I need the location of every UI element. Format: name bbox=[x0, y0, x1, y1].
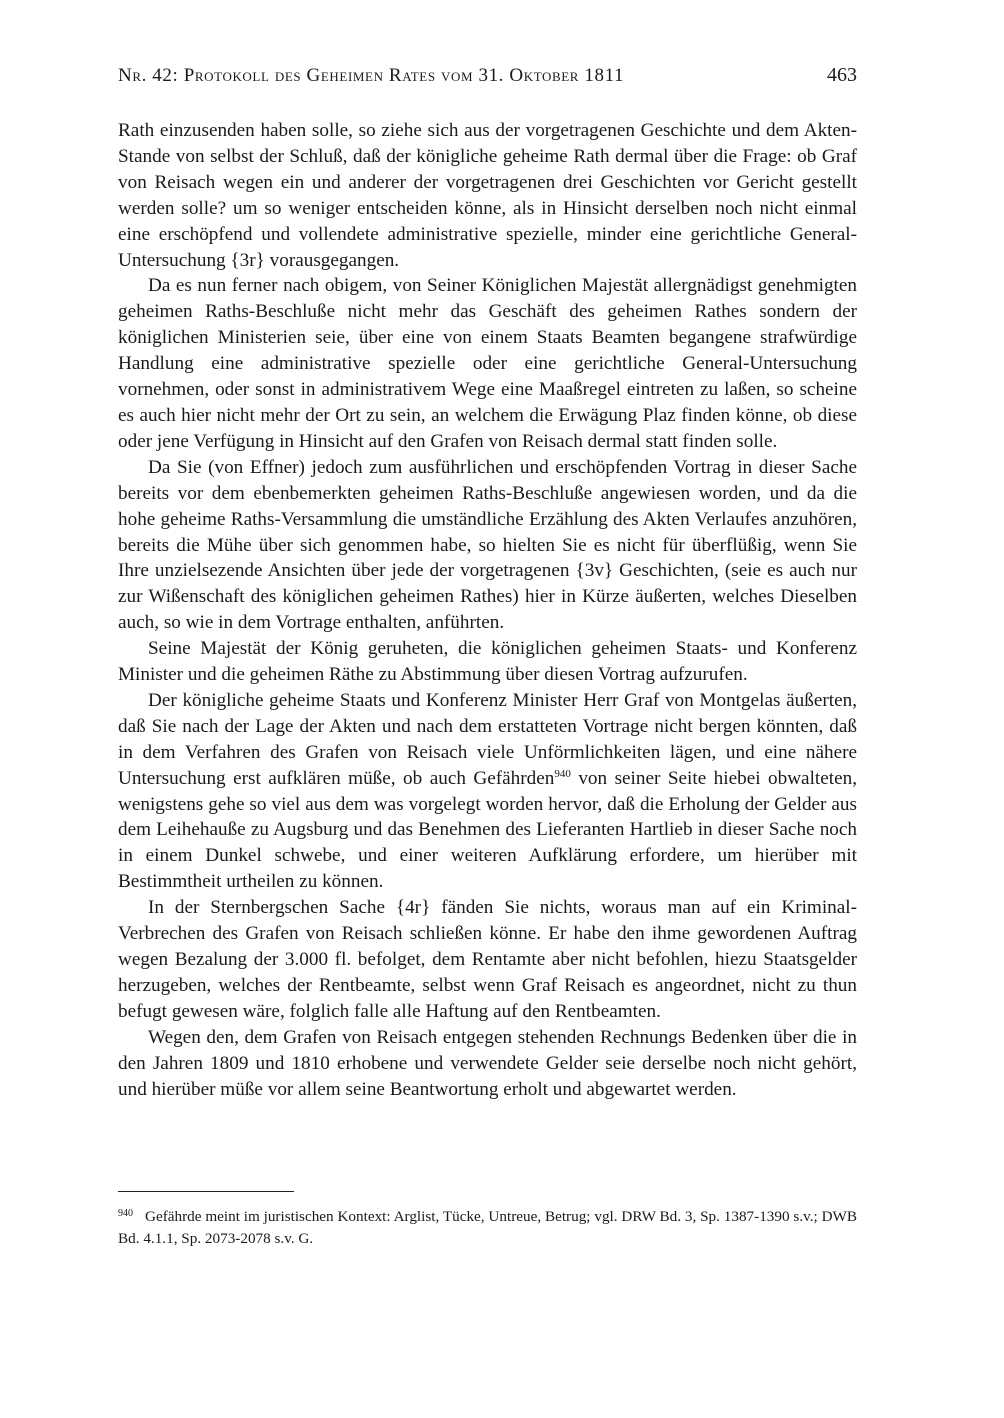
paragraph-text: von seiner Seite hiebei obwalteten, wenigstens gehe so viel aus dem was vorgelegt worden hervor, daß die Erholung der Gelder aus dem Leihehauße zu Augsburg und das Benehmen des Lieferanten Hartlieb in dieser Sache noch in einem Dunkel schwebe, und einer weiteren Aufklärung erfordere, um hierüber mit Bestimmtheit urtheilen zu können. bbox=[118, 767, 857, 893]
footnote-divider bbox=[118, 1191, 294, 1192]
page-number: 463 bbox=[827, 64, 857, 86]
main-text bbox=[118, 118, 857, 1102]
paragraph: Da Sie (von Effner) jedoch zum ausführlichen und erschöpfenden Vortrag in dieser Sache bereits vor dem ebenbemerkten geheimen Raths-Beschluße angewiesen worden, und da die hohe geheime Raths-Versammlung die umständliche Erzählung des Akten Verlaufes anzuhören, bereits die Mühe über sich genommen habe, so hielten Sie es nicht für überflüßig, wenn Sie Ihre unzielsezende Ansichten über jede der vorgetragenen {3v} Geschichten, (seie es auch nur zur Wißenschaft des königlichen geheimen Rathes) hier in Kürze äußerten, welches Dieselben auch, so wie in dem Vortrage enthalten, anführten. bbox=[118, 456, 857, 634]
footnote-reference[interactable]: 940 bbox=[554, 767, 571, 780]
footnote-number: 940 bbox=[118, 1208, 133, 1219]
paragraph: Da es nun ferner nach obigem, von Seiner Königlichen Majestät allergnädigst genehmigten geheimen Raths-Beschluße nicht mehr das Geschäft des geheimen Rathes sondern der königlichen Ministerien seie, über eine von einem Staats Beamten begangene strafwürdige Handlung eine administrative spezielle oder eine gerichtliche General-Untersuchung vornehmen, oder sonst in administrativem Wege eine Maaßregel eintreten zu laßen, so scheine es auch hier nicht mehr der Ort zu sein, an welchem die Erwägung Plaz finden könne, ob diese oder jene Verfügung in Hinsicht auf den Grafen von Reisach dermal statt finden solle. bbox=[118, 275, 857, 452]
paragraph-text: Der königliche geheime Staats und Konferenz Minister Herr Graf von Montgelas äußerten, daß Sie nach der Lage der Akten und nach dem erstatteten Vortrage nicht bergen könnten, daß in dem Verfahren des Grafen von Reisach viele Unförmlichkeiten lägen, und eine nähere Untersuchung erst aufklären müße, ob auch Gefährden bbox=[118, 689, 857, 789]
paragraph: Wegen den, dem Grafen von Reisach entgegen stehenden Rechnungs Bedenken über die in den Jahren 1809 und 1810 erhobene und verwendete Gelder seie derselbe noch nicht gehört, und hierüber müße vor allem seine Beantwortung erholt und abgewartet werden. bbox=[118, 1026, 857, 1100]
footnote bbox=[118, 1203, 857, 1250]
running-header bbox=[118, 64, 857, 87]
paragraph bbox=[118, 688, 857, 895]
paragraph: In der Sternbergschen Sache {4r} fänden Sie nichts, woraus man auf ein Kriminal-Verbrechen des Grafen von Reisach schließen könne. Er habe den ihme gewordenen Auftrag wegen Bezalung der 3.000 fl. befolget, dem Rentamte aber nicht befohlen, hiezu Staatsgelder herzugeben, welches der Rentbeamte, selbst wenn Graf Reisach es angeordnet, nicht zu thun befugt gewesen wäre, folglich falle alle Haftung auf den Rentbeamten. bbox=[118, 897, 857, 1022]
paragraph: Rath einzusenden haben solle, so ziehe sich aus der vorgetragenen Geschichte und dem Akten-Stande von selbst der Schluß, daß der königliche geheime Rath dermal über die Frage: ob Graf von Reisach wegen ein und anderer der vorgetragenen drei Geschichten vor Gericht gestellt werden solle? um so weniger entscheiden könne, als in Hinsicht derselben noch nicht einmal eine erschöpfend und vollendete administrative spezielle, minder eine gerichtliche General-Untersuchung {3r} vorausgegangen. bbox=[118, 120, 857, 271]
footnote-text: Gefährde meint im juristischen Kontext: Arglist, Tücke, Untreue, Betrug; vgl. DRW Bd. 3, Sp. 1387-1390 s.v.; DWB Bd. 4.1.1, Sp. 2073-2078 s.v. G. bbox=[118, 1208, 857, 1247]
running-title: Nr. 42: Protokoll des Geheimen Rates vom 31. Oktober 1811 bbox=[118, 65, 625, 86]
paragraph: Seine Majestät der König geruheten, die königlichen geheimen Staats- und Konferenz Minister und die geheimen Räthe zu Abstimmung über diesen Vortrag aufzurufen. bbox=[118, 638, 857, 686]
